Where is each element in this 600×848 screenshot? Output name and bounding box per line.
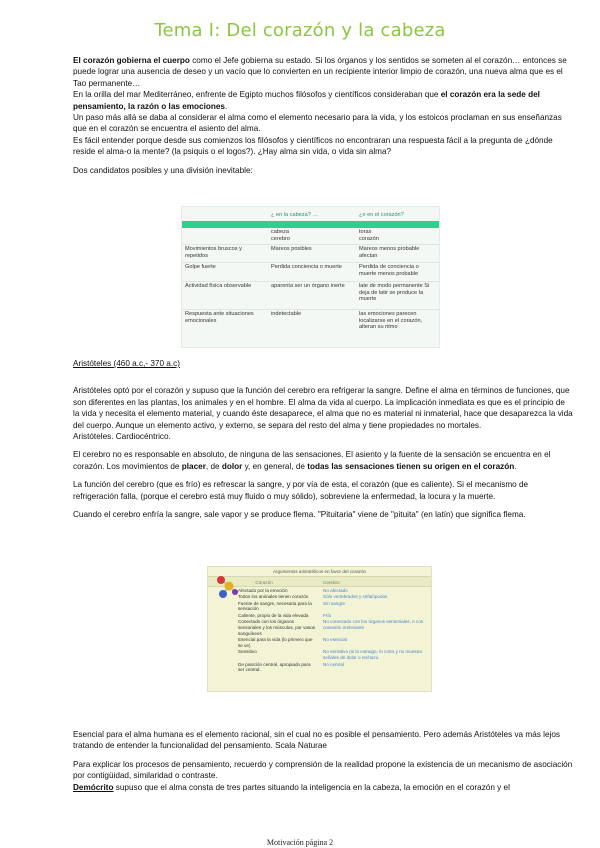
closing-paragraph-3: Demócrito supuso que el alma consta de tres partes situando la inteligencia en la cabeza, la emoción en el corazón y el [73,782,510,792]
intro-paragraph-5: Dos candidatos posibles y una división inevitable: [73,165,253,175]
table-cell: No central [323,661,344,667]
table-cell: No conectado con los órganos sensoriales, o con conexión irrelevante [323,619,424,631]
table-row [208,661,431,673]
table-cell: Movimientos bruscos y repetidos [185,246,242,259]
intro-paragraph-1: El corazón gobierna el cuerpo como el Jefe gobierna su estado. Si los órganos y los sentidos se someten al el corazón… entonces se puede lograr una ausencia de deseo y un vacío que lo convierten en un recipiente interior limpio de corazón, una nueva alma que es el Tao permanente… [73,56,567,88]
table-cell: las emociones parecen localizarse en el corazón, alteran su ritmo [359,311,423,331]
table-cell: Fuente de sangre, necesaria para la sensación [238,600,312,612]
table-cell: Mareos menos probable afectan [359,246,420,259]
aristotle-arguments-table [207,566,432,692]
table-row [208,637,431,649]
table-cell: cabeza cerebro [271,229,290,242]
table-row [208,612,431,619]
page-footer: Motivación página 2 [266,838,334,847]
aristoteles-paragraph-2: El cerebro no es responsable en absoluto, de ninguna de las sensaciones. El asiento y la fuente de la sensación se encuentra en el corazón. Los movimientos de placer, de dolor y, en general, de todas las sensaciones tienen su origen en el corazón. [73,450,551,471]
aristoteles-section [73,358,573,520]
table-cell: Sin sangre [323,600,345,606]
aristoteles-paragraph-1b: Aristóteles. Cardiocéntrico. [73,432,171,442]
aristoteles-paragraph-1: Aristóteles optó por el corazón y supuso que la función del cerebro era refrigerar la sangre. Define el alma en términos de funciones, que son diferentes en las plantas, los animales y en el hombre. El alma da vida al cuerpo. La implicación inmediata es que es el principio de la vida y necesita el elemento material, y cuando éste desaparece, el alma que no es material ni inmaterial, hace que desaparezca la vida del cuerpo. Aunque un elemento activo, y externo, se separa del resto del alma y tiene propiedades no mortales. [73,386,573,430]
closing-paragraph-1: Esencial para el alma humana es el elemento racional, sin el cual no es posible el pensamiento. Pero además Aristóteles va más lejos tratando de entender la funcionalidad del pensamiento. Scala Naturae [73,730,560,751]
table-row [208,587,431,594]
table-header-cell: Cerebro [323,579,340,585]
intro-paragraph-3: Un paso más allá se daba al considerar el alma como el elemento necesario para la vida, y los estoicos proclaman en sus enseñanzas que en el corazón se encuentra el asiento del alma. [73,113,562,134]
table-header-cell [182,218,268,220]
aristoteles-paragraph-3: La función del cerebro (que es frío) es refrescar la sangre, y por vía de esta, el corazón (que es caliente). Si el mecanismo de refrigeración falla, (porque el cerebro está muy fluido o muy sólido), sobreviene la enfermedad, la locura y la muerte. [73,480,529,501]
table-cell: Todos los animales tienen corazón [238,594,309,600]
table-header-row [182,207,439,221]
table-row [208,649,431,661]
table-cell: late de modo permanente Si deja de latir se produce la muerte [359,283,430,303]
table-cell: Perdida conciencia o muerte [271,264,342,270]
table-cell: De posición central, apropiado para ser central. [238,661,311,673]
section-heading: Aristóteles (460 a.c,- 370 a.c) [73,359,180,368]
table-row [182,263,439,282]
table-header-cell: ¿ en la cabeza? … [271,212,318,219]
table-row [208,594,431,601]
table-cell: No afectado [323,587,348,593]
molecule-icon [213,572,239,602]
table-row [182,310,439,337]
table-cell: Esencial para la vida (lo primero que se ve) [238,637,313,648]
table-cell: Conectado con los órganos sensoriales y los músculos, por vasos sanguíneos [238,619,316,636]
intro-paragraph-2: En la orilla del mar Mediterráneo, enfrente de Egipto muchos filósofos y científicos consideraban que el corazón era la sede del pensamiento, la razón o las emociones. [73,90,540,111]
aristoteles-paragraph-4: Cuando el cerebro enfría la sangre, sale vapor y se produce flema. "Pituitaria" viene de "pituita" (en latín) que significa flema. [73,510,526,520]
table-cell: Afectado por la emoción [238,587,288,593]
closing-section [73,729,573,793]
head-vs-heart-table [181,206,440,348]
table-header-row [208,577,431,587]
table-row [182,245,439,263]
table-cell: Actividad física observable [185,283,252,289]
table-cell: Sensitivo [238,649,257,655]
page-title: Tema I: Del corazón y la cabeza [154,20,446,41]
table-cell: Frío [323,612,332,618]
table-cell: torax corazón [359,229,379,242]
table-cell: Caliente, propio de la vida elevada [238,612,309,618]
intro-paragraph-4: Es fácil entender porque desde sus comienzos los filósofos y científicos no encontraran una respuesta fácil a la pregunta de ¿dónde reside el alma-o la mente? (la psiquis o el logos?). ¿Hay alma sin vida, o vida sin alma? [73,135,553,157]
table-cell: Respuesta ante situaciones emocionales [185,311,254,324]
table-cell: Mareos posibles [271,246,312,252]
table-header-cell: ¿o en el corazón? [359,212,404,219]
table-cell: Golpe fuerte [185,264,216,270]
intro-section [73,55,573,176]
table-row [182,228,439,245]
table-cell: indetectable [271,311,302,317]
table-header-cell: Corazón [255,579,273,585]
table-cell: No sensitivo (si lo extraigo, lo corto y no muestra señales de dolor o rechazo [323,649,423,661]
table-row [208,600,431,612]
table-cell: aparenta ser un órgano inerte [271,283,345,289]
table-row [182,282,439,310]
table-accent-band [182,221,439,228]
table-cell: Sólo vertebrados y cefalópodos [323,594,388,600]
table-cell: No esencial [323,637,348,643]
table-caption: Argumentos aristotélicos en favor del corazón [208,567,431,577]
table-cell: Perdida de conciencia o muerte menos probable [359,264,419,277]
table-cell [182,228,268,244]
table-row [208,619,431,637]
closing-paragraph-2: Para explicar los procesos de pensamiento, recuerdo y comprensión de la realidad propone la existencia de un mecanismo de asociación por contigüidad, similaridad o contraste. [73,759,573,781]
